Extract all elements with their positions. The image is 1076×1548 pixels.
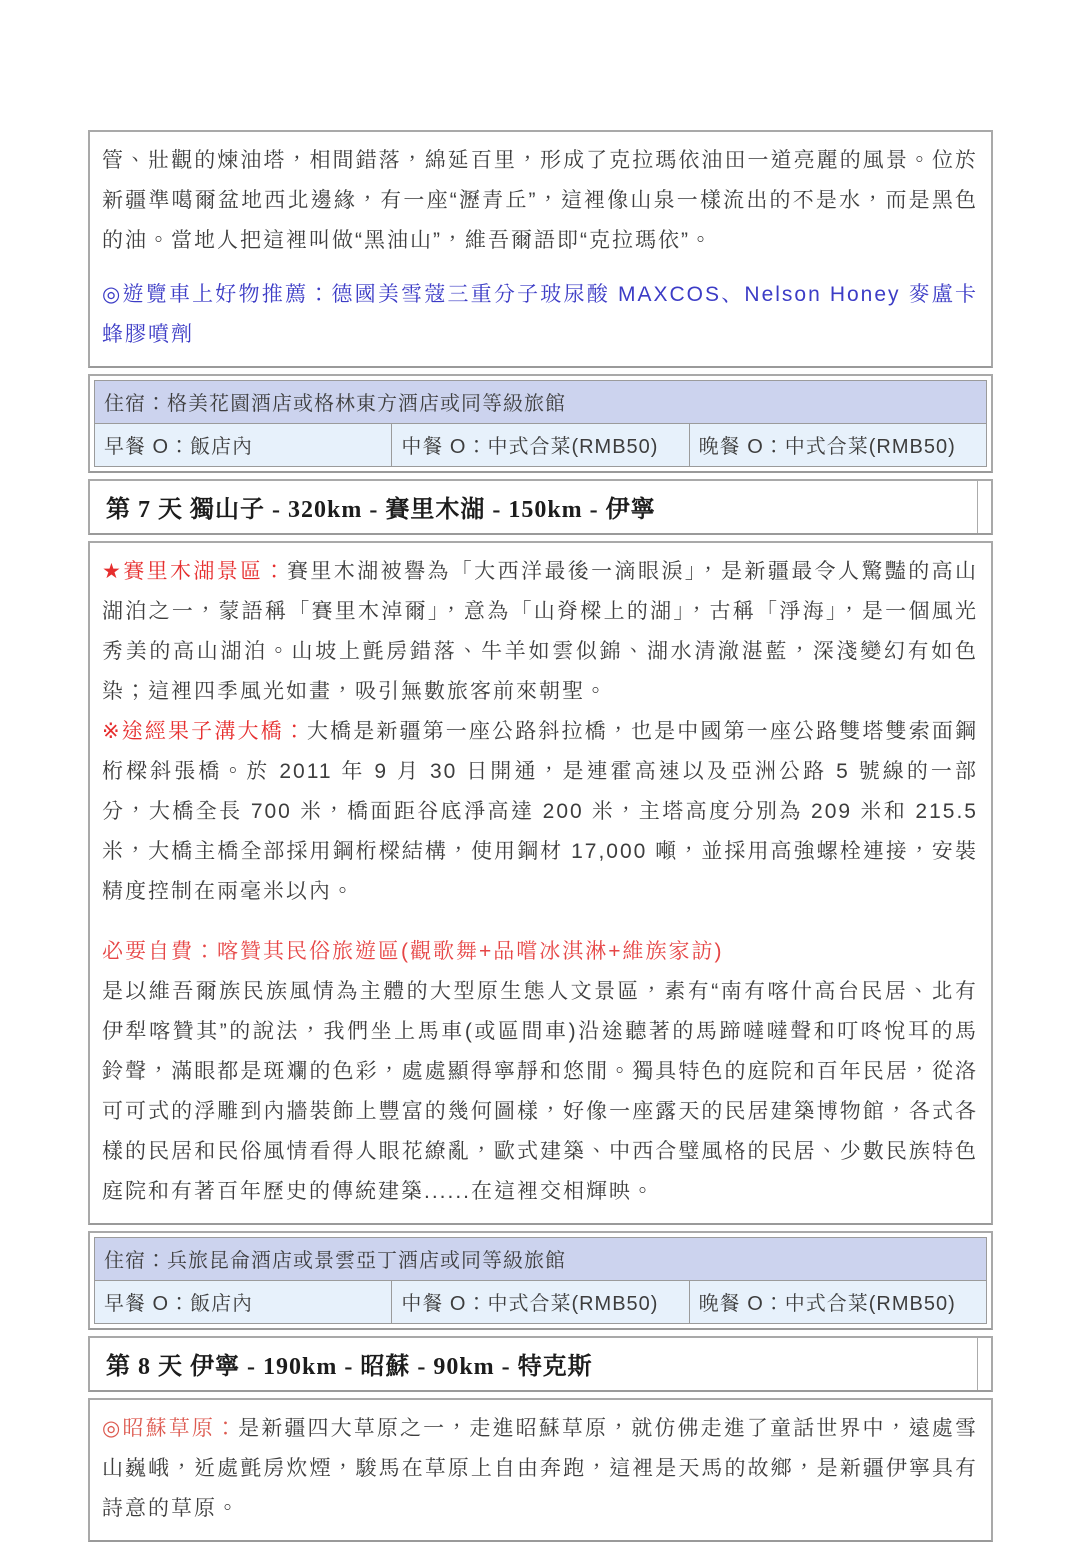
lodging-cell: 住宿：格美花園酒店或格林東方酒店或同等級旅館 (95, 381, 987, 424)
guozigou-bridge-label: ※途經果子溝大橋： (102, 720, 307, 743)
day7-header (88, 479, 993, 535)
meal-row (95, 424, 987, 467)
karamay-paragraph: 管、壯觀的煉油塔，相間錯落，綿延百里，形成了克拉瑪依油田一道亮麗的風景。位於新疆準噶爾盆地西北邊緣，有一座“瀝青丘”，這裡像山泉一樣流出的不是水，而是黑色的油。當地人把這裡叫做“黑油山”，維吾爾語即“克拉瑪依”。 (102, 149, 978, 252)
karamay-description-block (88, 130, 993, 368)
self-pay-label: 必要自費：喀贊其民俗旅遊區(觀歌舞+品嚐冰淇淋+維族家訪) (102, 940, 724, 963)
lunch-cell: 中餐 O：中式合菜(RMB50) (392, 1281, 689, 1324)
day8-description-block (88, 1398, 993, 1542)
breakfast-cell: 早餐 O：飯店內 (95, 1281, 392, 1324)
dinner-cell: 晚餐 O：中式合菜(RMB50) (689, 424, 986, 467)
header-right-divider (977, 481, 978, 533)
tour-itinerary-document (88, 130, 993, 1548)
lodging-meal-table-1 (88, 374, 993, 473)
day8-title: 第 8 天 伊寧 - 190km - 昭蘇 - 90km - 特克斯 (106, 1354, 593, 1380)
header-right-divider (977, 1338, 978, 1390)
zhaosu-grassland-text: 是新疆四大草原之一，走進昭蘇草原，就仿佛走進了童話世界中，遠處雪山巍峨，近處氈房炊煙，駿馬在草原上自由奔跑，這裡是天馬的故鄉，是新疆伊寧具有詩意的草原。 (102, 1417, 979, 1520)
sayram-lake-section (102, 552, 978, 712)
guozigou-bridge-section (102, 712, 978, 912)
meal-table (94, 380, 987, 467)
zhaosu-grassland-label: ◎昭蘇草原： (102, 1417, 239, 1440)
breakfast-cell: 早餐 O：飯店內 (95, 424, 392, 467)
self-pay-description: 是以維吾爾族民族風情為主體的大型原生態人文景區，素有“南有喀什高台民居、北有伊犁喀贊其”的說法，我們坐上馬車(或區間車)沿途聽著的馬蹄噠噠聲和叮咚悅耳的馬鈴聲，滿眼都是斑斕的色彩，處處顯得寧靜和悠閒。獨具特色的庭院和百年民居，從洛可可式的浮雕到內牆裝飾上豐富的幾何圖樣，好像一座露天的民居建築博物館，各式各樣的民居和民俗風情看得人眼花繚亂，歐式建築、中西合璧風格的民居、少數民族特色庭院和有著百年歷史的傳統建築......在這裡交相輝映。 (102, 980, 978, 1203)
meal-row (95, 1281, 987, 1324)
bus-promo-link[interactable]: ◎遊覽車上好物推薦：德國美雪蔻三重分子玻尿酸 MAXCOS、Nelson Honey 麥盧卡蜂膠噴劑 (102, 283, 978, 346)
day8-header (88, 1336, 993, 1392)
sayram-lake-text: 賽里木湖被譽為「大西洋最後一滴眼淚」，是新疆最令人驚豔的高山湖泊之一，蒙語稱「賽里木淖爾」，意為「山脊樑上的湖」，古稱「淨海」，是一個風光秀美的高山湖泊。山坡上氈房錯落、牛羊如雲似錦、湖水清澈湛藍，深淺變幻有如色染；這裡四季風光如畫，吸引無數旅客前來朝聖。 (102, 560, 978, 703)
sayram-lake-label: ★賽里木湖景區： (102, 560, 287, 583)
day7-description-block (88, 541, 993, 1225)
lodging-row (95, 1238, 987, 1281)
dinner-cell: 晚餐 O：中式合菜(RMB50) (689, 1281, 986, 1324)
guozigou-bridge-text: 大橋是新疆第一座公路斜拉橋，也是中國第一座公路雙塔雙索面鋼桁樑斜張橋。於 2011 年 9 月 30 日開通，是連霍高速以及亞洲公路 5 號線的一部分，大橋全長 700 米，橋面距谷底淨高達 200 米，主塔高度分別為 209 米和 215.5 米，大橋主橋全部採用鋼桁樑結構，使用鋼材 17,000 噸，並採用高強螺栓連接，安裝精度控制在兩毫米以內。 (102, 720, 978, 903)
lodging-row (95, 381, 987, 424)
lodging-cell: 住宿：兵旅昆侖酒店或景雲亞丁酒店或同等級旅館 (95, 1238, 987, 1281)
zhaosu-grassland-section (102, 1409, 978, 1529)
meal-table (94, 1237, 987, 1324)
lunch-cell: 中餐 O：中式合菜(RMB50) (392, 424, 689, 467)
day7-title: 第 7 天 獨山子 - 320km - 賽里木湖 - 150km - 伊寧 (106, 497, 656, 523)
lodging-meal-table-2 (88, 1231, 993, 1330)
